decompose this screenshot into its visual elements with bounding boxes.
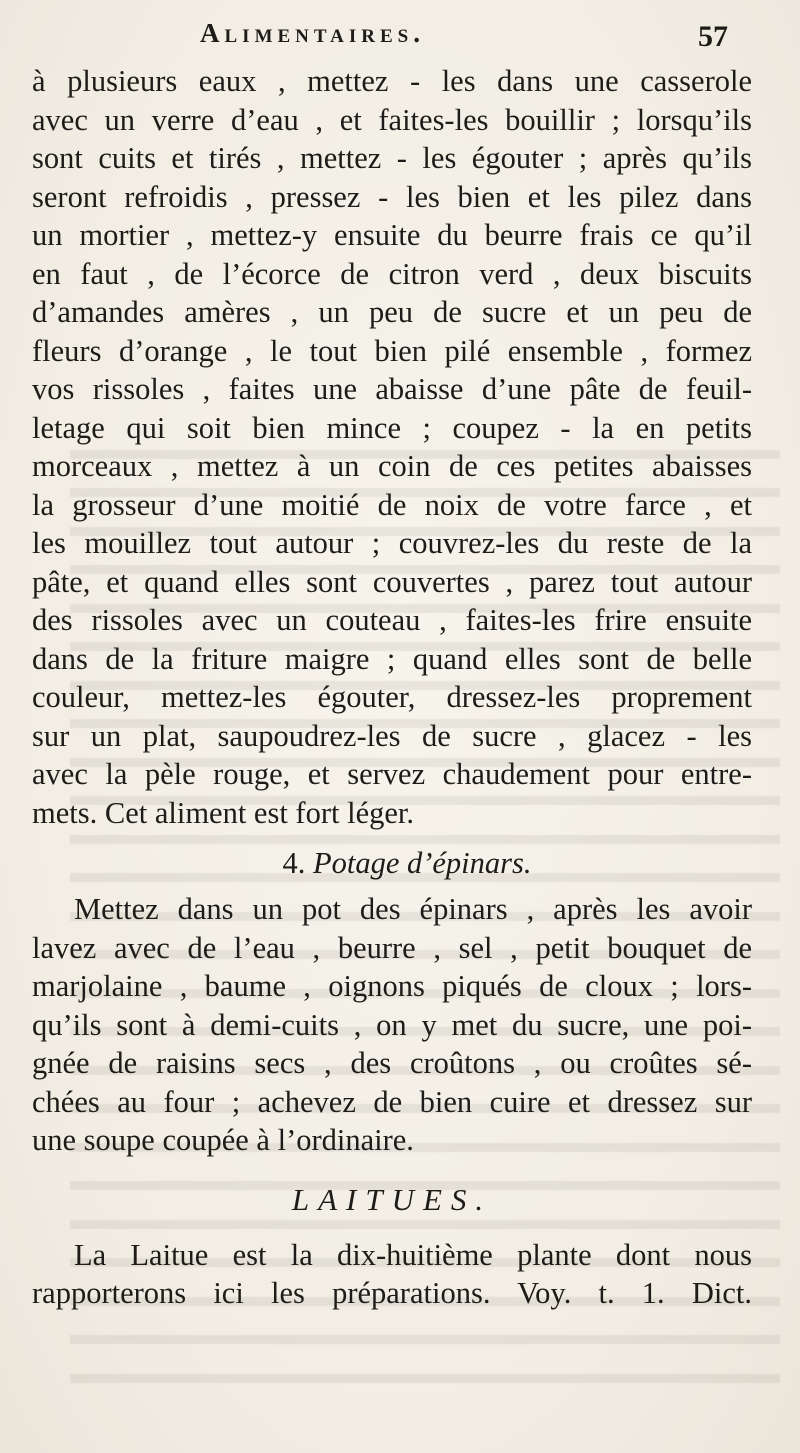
text-line: à plusieurs eaux , mettez - les dans une casserole [32,64,752,98]
text-line: une soupe coupée à l’ordinaire. [32,1123,414,1157]
text-line: en faut , de l’écorce de citron verd , deux biscuits [32,256,752,291]
text-line: qu’ils sont à demi-cuits , on y met du sucre, une poi- [32,1007,752,1042]
page-number: 57 [698,20,728,53]
recipe-number: 4. [282,846,306,880]
text-line: fleurs d’orange , le tout bien pilé ensemble , formez [32,333,752,368]
text-line: dans de la friture maigre ; quand elles sont de belle [32,641,752,676]
text-line: Mettez dans un pot des épinars , après les avoir [74,892,752,926]
text-line: pâte, et quand elles sont couvertes , parez tout autour [32,564,752,599]
text-line: couleur, mettez-les égouter, dressez-les proprement [32,680,752,714]
text-line: marjolaine , baume , oignons piqués de cloux ; lors- [32,969,752,1003]
text-line: morceaux , mettez à un coin de ces petites abaisses [32,449,752,483]
section-title: LAITUES. [291,1181,493,1217]
recipe-heading [32,836,752,890]
text-line: rapporterons ici les préparations. Voy. t. 1. Dict. [32,1276,752,1310]
text-line: vos rissoles , faites une abaisse d’une pâte de feuil- [32,372,752,406]
page-header [200,18,740,62]
text-line: un mortier , mettez-y ensuite du beurre frais ce qu’il [32,218,752,252]
paragraph-laitues [32,1236,752,1313]
text-line: avec la pèle rouge, et servez chaudement pour entre- [32,757,752,791]
text-line: la grosseur d’une moitié de noix de votre farce , et [32,487,752,522]
text-line: lavez avec de l’eau , beurre , sel , petit bouquet de [32,930,752,965]
text-line: gnée de raisins secs , des croûtons , ou croûtes sé- [32,1046,752,1080]
recipe-title: Potage d’épinars. [312,846,532,880]
text-line: letage qui soit bien mince ; coupez - la en petits [32,410,752,445]
text-line: chées au four ; achevez de bien cuire et dressez sur [32,1084,752,1119]
text-line: d’amandes amères , un peu de sucre et un peu de [32,295,752,329]
running-head: Alimentaires. [200,18,425,48]
text-line: seront refroidis , pressez - les bien et les pilez dans [32,179,752,214]
paragraph-rissoles [32,62,752,832]
text-line: sur un plat, saupoudrez-les de sucre , glacez - les [32,718,752,753]
text-line: des rissoles avec un couteau , faites-les frire ensuite [32,603,752,637]
body-text [32,62,752,1313]
paragraph-potage [32,890,752,1160]
text-line: les mouillez tout autour ; couvrez-les du reste de la [32,526,752,560]
text-line: avec un verre d’eau , et faites-les bouillir ; lorsqu’ils [32,102,752,137]
text-line: sont cuits et tirés , mettez - les égouter ; après qu’ils [32,141,752,175]
text-line: La Laitue est la dix-huitième plante dont nous [74,1237,752,1272]
text-line: mets. Cet aliment est fort léger. [32,795,414,830]
